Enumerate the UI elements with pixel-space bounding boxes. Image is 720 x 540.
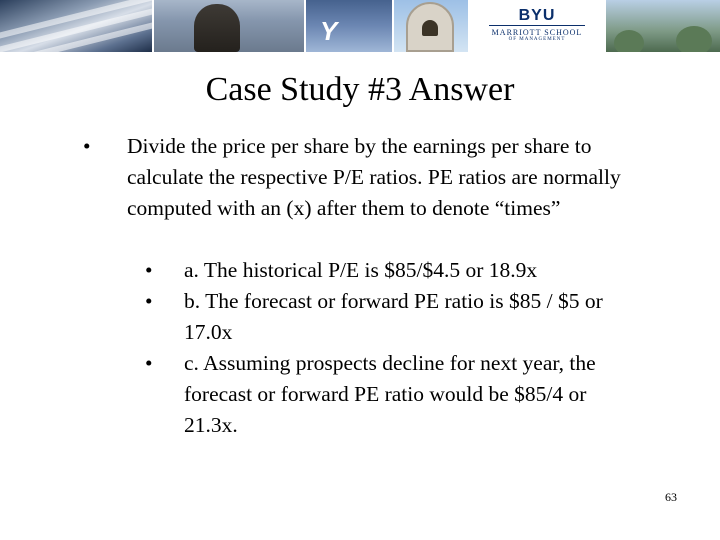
sub-point-a: a. The historical P/E is $85/$4.5 or 18.9x xyxy=(184,258,538,282)
sub-point-b: b. The forecast or forward PE ratio is $85 / $5 or 17.0x xyxy=(184,289,603,344)
banner-photo-statue xyxy=(154,0,304,52)
bullet-sub-c: • xyxy=(145,351,153,375)
y-mark: Y xyxy=(320,16,338,46)
header-banner xyxy=(0,0,720,52)
page-number: 63 xyxy=(665,490,677,504)
main-point-text: Divide the price per share by the earnings per share to calculate the respective P/E ratios. PE ratios are normally computed with an (x) after them to denote “times” xyxy=(127,134,621,220)
bullet-sub-a: • xyxy=(145,258,153,282)
banner-photo-bell xyxy=(394,0,468,52)
bell-icon xyxy=(422,20,438,36)
bullet-main: • xyxy=(83,134,91,158)
banner-photo-mountain-y xyxy=(306,0,392,52)
logo-of-management: OF MANAGEMENT xyxy=(508,37,566,42)
banner-photo-campus xyxy=(606,0,720,52)
bullet-sub-b: • xyxy=(145,289,153,313)
sub-point-c: c. Assuming prospects decline for next year, the forecast or forward PE ratio would be $85/4 or 21.3x. xyxy=(184,351,596,437)
logo-marriott-school: MARRIOTT SCHOOL xyxy=(491,28,583,37)
banner-photo-building xyxy=(0,0,152,52)
slide-title: Case Study #3 Answer xyxy=(205,71,515,108)
logo-byu: BYU xyxy=(518,7,556,24)
byu-logo xyxy=(470,0,604,52)
